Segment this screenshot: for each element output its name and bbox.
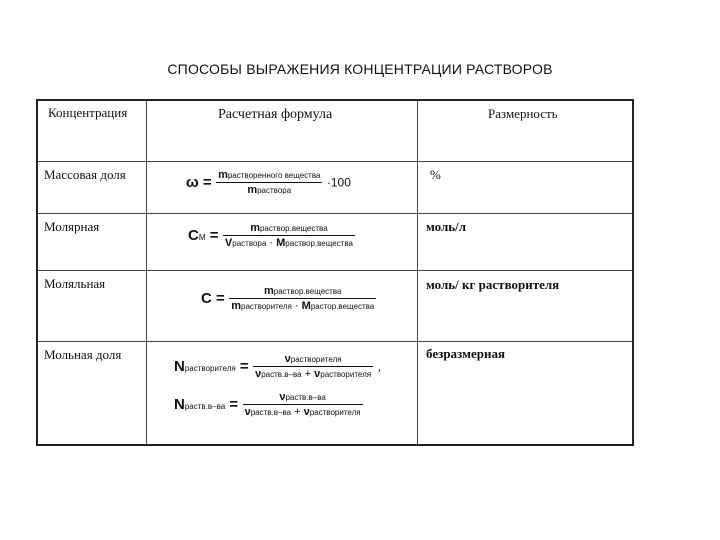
lhs-symbol: N: [174, 396, 185, 413]
numerator-symbol: ν: [279, 391, 286, 403]
formula-lhs: C =: [201, 290, 225, 307]
page-title: СПОСОБЫ ВЫРАЖЕНИЯ КОНЦЕНТРАЦИИ РАСТВОРОВ: [167, 61, 553, 77]
row-label-mass-fraction: Массовая доля: [44, 167, 126, 182]
numerator-subscript: раств.в–ва: [285, 393, 326, 402]
equals-sign: =: [229, 396, 239, 413]
lhs-subscript: растворителя: [184, 364, 236, 373]
lhs-symbol: N: [174, 358, 185, 375]
denominator-subscript-2: растворителя: [320, 370, 372, 379]
multiply-dot: ·: [269, 237, 274, 249]
equals-sign: =: [209, 227, 219, 244]
formula-fraction: [243, 391, 363, 418]
lhs-symbol: C: [188, 227, 199, 244]
column-divider-1: [146, 101, 147, 444]
numerator-symbol: m: [218, 169, 228, 181]
formula-mass-fraction: [186, 169, 351, 196]
denominator-subscript-2: растворителя: [309, 408, 361, 417]
numerator-symbol: ν: [284, 353, 291, 365]
row-divider-3: [38, 341, 632, 342]
row-divider-2: [38, 270, 632, 271]
plus-sign: +: [304, 368, 312, 380]
formula-mole-fraction-solvent: [174, 353, 381, 380]
denominator-symbol-1: V: [224, 237, 233, 249]
formula-fraction: [223, 222, 355, 249]
denominator-symbol-1: m: [231, 300, 241, 312]
denominator-symbol-1: ν: [244, 406, 251, 418]
plus-sign: +: [294, 406, 301, 418]
denominator-subscript-2: растор.вещества: [310, 302, 375, 311]
formula-fraction: [253, 353, 373, 380]
equals-sign: =: [239, 358, 249, 375]
denominator-subscript-1: раств.в–ва: [261, 370, 302, 379]
unit-mole-fraction: безразмерная: [426, 346, 505, 361]
numerator-subscript: растворителя: [290, 355, 342, 364]
lhs-subscript: M: [198, 233, 206, 242]
denominator-subscript-1: раств.в–ва: [250, 408, 292, 417]
formula-mole-fraction-solute: [174, 391, 363, 418]
numerator-subscript: раствор.вещества: [273, 287, 342, 296]
formula-molal: [201, 285, 376, 312]
concentration-table: [36, 99, 634, 446]
denominator-symbol-2: M: [301, 300, 311, 312]
formula-lhs: ω =: [186, 174, 212, 191]
numerator-symbol: m: [264, 285, 274, 297]
formula-fraction: [216, 169, 322, 196]
header-concentration: Концентрация: [48, 105, 128, 120]
formula-lhs: [174, 396, 238, 413]
numerator-subscript: растворенного вещества: [227, 171, 321, 180]
row-divider-header: [38, 161, 632, 162]
denominator-subscript-1: растворителя: [241, 302, 292, 311]
numerator-subscript: раствор.вещества: [259, 224, 328, 233]
denominator-symbol-2: ν: [303, 406, 310, 418]
row-label-molar: Молярная: [44, 219, 100, 234]
row-divider-1: [38, 213, 632, 214]
multiply-dot: ·: [294, 300, 299, 312]
denominator-subscript: раствора: [257, 186, 292, 195]
formula-lhs: [174, 358, 249, 375]
row-label-molal: Моляльная: [44, 276, 106, 291]
formula-lhs: [188, 227, 218, 244]
formula-multiplier: ·100: [326, 175, 351, 190]
formula-molar: [188, 222, 355, 249]
unit-mass-fraction: %: [430, 167, 441, 182]
formula-comma: ,: [377, 359, 381, 374]
denominator-subscript-1: раствора: [232, 239, 267, 248]
numerator-symbol: m: [250, 222, 260, 234]
denominator-symbol-1: ν: [255, 368, 262, 380]
header-dimension: Размерность: [488, 106, 558, 121]
row-label-mole-fraction: Мольная доля: [44, 347, 122, 362]
denominator-symbol: m: [247, 184, 258, 196]
unit-molal: моль/ кг растворителя: [426, 277, 560, 292]
lhs-subscript: раств.в–ва: [184, 402, 226, 411]
denominator-symbol-2: ν: [314, 368, 321, 380]
unit-molar: моль/л: [426, 219, 467, 234]
formula-fraction: [229, 285, 376, 312]
denominator-symbol-2: M: [276, 237, 286, 249]
column-divider-2: [417, 101, 418, 444]
denominator-subscript-2: раствор.вещества: [285, 239, 353, 248]
header-formula: Расчетная формула: [218, 107, 333, 122]
